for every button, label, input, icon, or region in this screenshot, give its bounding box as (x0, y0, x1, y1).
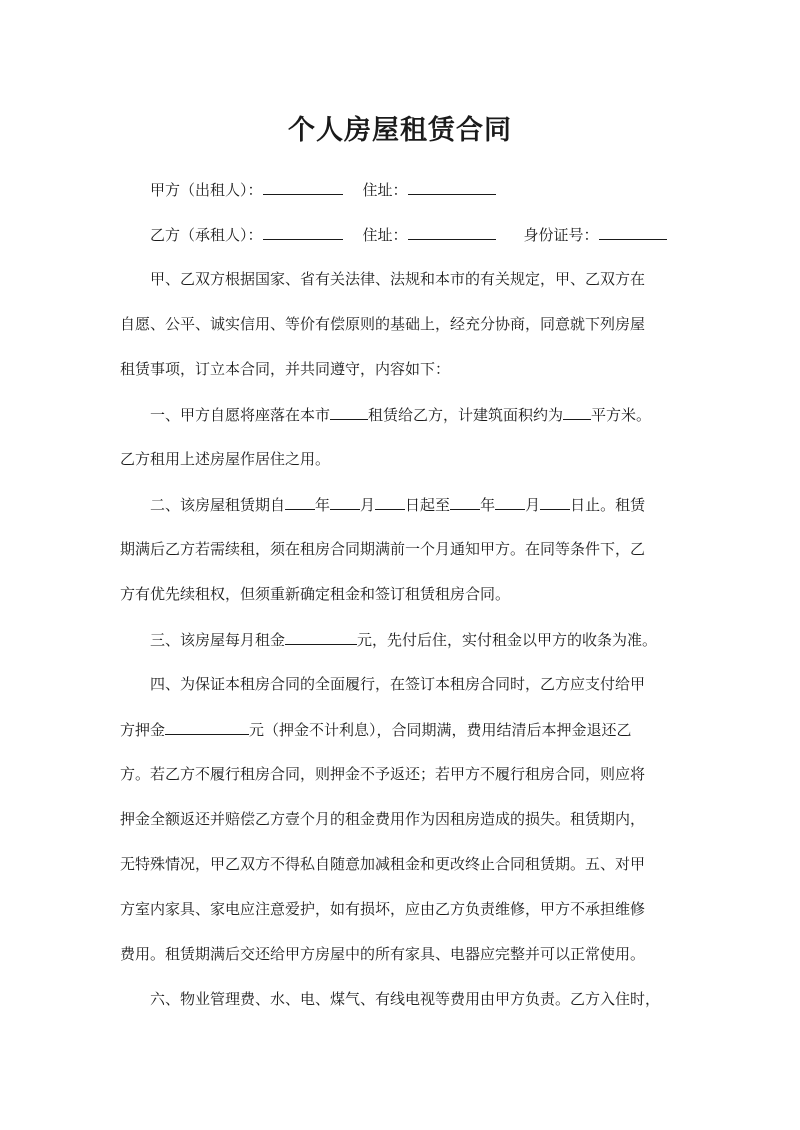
clause-text: 租赁给乙方，计建筑面积约为 (368, 406, 564, 424)
clause-2-line (120, 493, 682, 515)
paragraph-line: 方。若乙方不履行租房合同，则押金不予返还；若甲方不履行租房合同，则应将 (120, 765, 646, 783)
paragraph-line: 押金全额返还并赔偿乙方壹个月的租金费用作为因租房造成的损失。租赁期内， (120, 810, 646, 828)
end-day-blank (540, 493, 570, 510)
clause-text: 月 (360, 496, 376, 514)
paragraph-line: 期满后乙方若需续租，须在租房合同期满前一个月通知甲方。在同等条件下，乙 (120, 540, 646, 558)
clause-text: 元（押金不计利息），合同期满，费用结清后本押金退还乙 (249, 721, 632, 739)
end-year-blank (450, 493, 480, 510)
clause-text: 三、该房屋每月租金 (150, 631, 286, 649)
start-year-blank (285, 493, 315, 510)
party-b-id-label: 身份证号： (523, 226, 599, 244)
party-a-line (120, 178, 682, 200)
party-b-line (120, 223, 682, 245)
clause-1-line (120, 403, 682, 425)
party-a-name-blank (263, 178, 343, 195)
deposit-blank (165, 718, 249, 735)
paragraph-line: 六、物业管理费、水、电、煤气、有线电视等费用由甲方负责。乙方入住时， (150, 990, 661, 1008)
clause-text: 一、甲方自愿将座落在本市 (150, 406, 331, 424)
rent-blank (285, 628, 357, 645)
start-day-blank (375, 493, 405, 510)
end-month-blank (495, 493, 525, 510)
party-b-label: 乙方（承租人）： (150, 226, 263, 244)
start-month-blank (330, 493, 360, 510)
clause-text: 日止。租赁 (570, 496, 646, 514)
party-b-address-label: 住址： (362, 226, 408, 244)
party-a-label: 甲方（出租人）： (150, 181, 263, 199)
clause-text: 日起至 (405, 496, 451, 514)
paragraph-line: 四、为保证本租房合同的全面履行，在签订本租房合同时，乙方应支付给甲 (150, 675, 646, 693)
party-a-address-label: 住址： (362, 181, 408, 199)
paragraph-line: 乙方租用上述房屋作居住之用。 (120, 450, 331, 468)
party-b-id-blank (599, 223, 667, 240)
paragraph-line: 甲、乙双方根据国家、省有关法律、法规和本市的有关规定，甲、乙双方在 (150, 270, 646, 288)
clause-text: 平方米。 (591, 406, 652, 424)
clause-text: 年 (480, 496, 496, 514)
document-title: 个人房屋租赁合同 (288, 115, 512, 146)
paragraph-line: 无特殊情况，甲乙双方不得私自随意加减租金和更改终止合同租赁期。五、对甲 (120, 855, 646, 873)
clause-text: 年 (315, 496, 331, 514)
paragraph-line: 方室内家具、家电应注意爱护，如有损坏，应由乙方负责维修，甲方不承担维修 (120, 900, 646, 918)
paragraph-line: 费用。租赁期满后交还给甲方房屋中的所有家具、电器应完整并可以正常使用。 (120, 945, 646, 963)
clause-text: 元，先付后住，实付租金以甲方的收条为准。 (357, 631, 658, 649)
location-blank (330, 403, 368, 420)
clause-text: 月 (525, 496, 541, 514)
paragraph-line: 自愿、公平、诚实信用、等价有偿原则的基础上，经充分协商，同意就下列房屋 (120, 315, 646, 333)
contract-body (120, 178, 682, 1033)
party-b-name-blank (263, 223, 343, 240)
clause-text: 方押金 (120, 721, 166, 739)
paragraph-line: 租赁事项，订立本合同，并共同遵守，内容如下： (120, 360, 451, 378)
area-blank (563, 403, 591, 420)
clause-3-line (120, 628, 682, 650)
clause-4-deposit-line (120, 718, 682, 740)
party-b-address-blank (408, 223, 496, 240)
party-a-address-blank (408, 178, 496, 195)
paragraph-line: 方有优先续租权，但须重新确定租金和签订租赁租房合同。 (120, 585, 511, 603)
clause-text: 二、该房屋租赁期自 (150, 496, 286, 514)
